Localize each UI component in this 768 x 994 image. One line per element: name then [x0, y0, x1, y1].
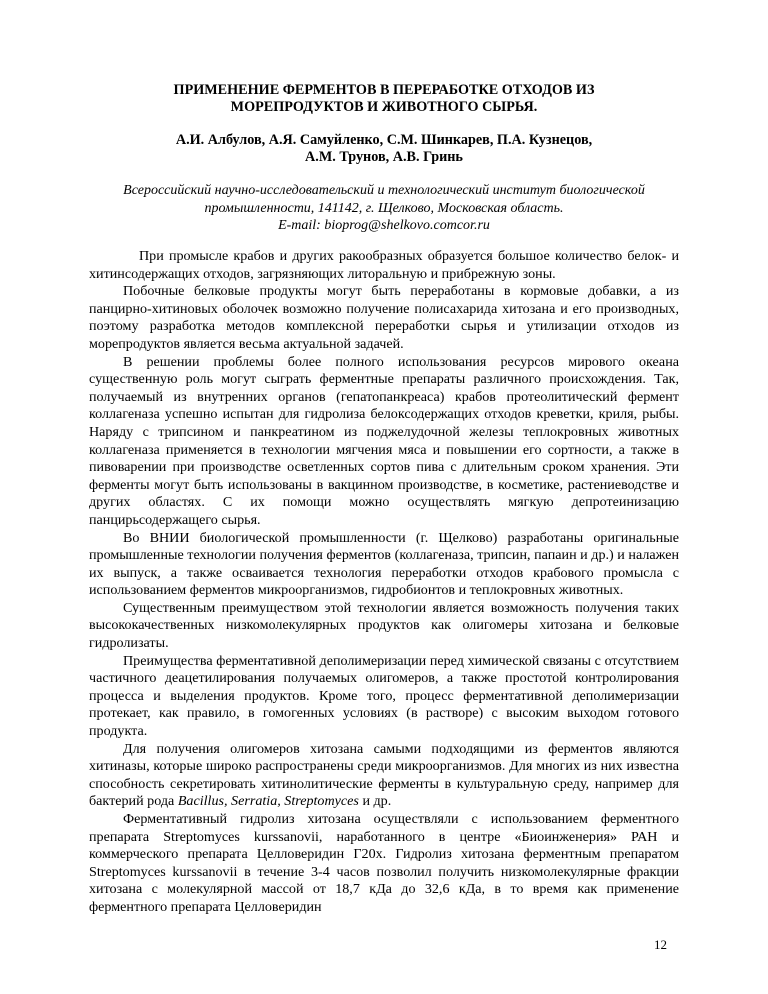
paragraph-text: Для получения олигомеров хитозана самыми подходящими из ферментов являются хитиназы, которые широко распространены среди микроорганизмов. Для многих из них известна способность секретировать хитинолитические ферменты в культуральную среду, например для бактерий рода: [89, 740, 679, 810]
title-line: МОРЕПРОДУКТОВ И ЖИВОТНОГО СЫРЬЯ.: [230, 99, 538, 115]
page-number: 12: [654, 937, 667, 952]
genera-tail: и др.: [358, 793, 392, 810]
paragraph: Побочные белковые продукты могут быть переработаны в кормовые добавки, а из панцирно-хитиновых оболочек возможно получение полисахарида хитозана и его производных, поэтому разработка методов комплексной переработки сырья и утилизации отходов из морепродуктов является весьма актуальной задачей.: [89, 283, 679, 352]
affiliation-line: промышленности, 141142, г. Щелково, Московская область.: [204, 200, 564, 216]
email-line: E-mail: bioprog@shelkovo.comcor.ru: [278, 218, 490, 233]
paragraph: [89, 741, 679, 811]
paragraph: В решении проблемы более полного использования ресурсов мирового океана существенную роль могут сыграть ферментные препараты различного происхождения. Так, получаемый из внутренних органов (гепатопанкреаса) крабов протеолитический фермент коллагеназа успешно испытан для гидролиза белоксодержащих отходов креветки, криля, рыбы. Наряду с трипсином и панкреатином из поджелудочной железы теплокровных животных коллагеназа применяется в технологии мягчения мяса и повышении его сортности, а также в пивоварении при производстве осветленных сортов пива с длительным сроком хранения. Эти ферменты могут быть использованы в вакцинном производстве, в косметике, растениеводстве и других областях. С их помощи можно осуществлять мягкую депротеинизацию панцирьсодержащего сырья.: [89, 353, 679, 528]
authors: [90, 132, 678, 166]
paragraph: При промысле крабов и других ракообразных образуется большое количество белок- и хитинсодержащих отходов, загрязняющих литоральную и прибрежную зоны.: [89, 248, 679, 282]
paper-title: [90, 82, 678, 116]
authors-line: А.М. Трунов, А.В. Гринь: [305, 149, 463, 165]
affiliation: [80, 182, 688, 235]
paragraph: Ферментативный гидролиз хитозана осуществляли с использованием ферментного препарата Streptomyces kurssanovii, наработанного в центре «Биоинженерия» РАН и коммерческого препарата Целловеридин Г20х. Гидролиз хитозана ферментным препаратом Streptomyces kurssanovii в течение 3-4 часов позволил получить низкомолекулярные фракции хитозана с молекулярной массой от 18,7 кДа до 32,6 кДа, в то время как применение ферментного препарата Целловеридин: [89, 811, 679, 915]
genera-italic: Bacillus, Serratia, Streptomyces: [177, 793, 359, 810]
authors-line: А.И. Албулов, А.Я. Самуйленко, С.М. Шинкарев, П.А. Кузнецов,: [175, 132, 593, 148]
paragraph: Существенным преимуществом этой технологии является возможность получения таких высококачественных низкомолекулярных продуктов как олигомеры хитозана и белковые гидролизаты.: [89, 599, 679, 652]
paragraph: Во ВНИИ биологической промышленности (г. Щелково) разработаны оригинальные промышленные технологии получения ферментов (коллагеназа, трипсин, папаин и др.) и налажен их выпуск, а также осваивается технология переработки отходов крабового промысла с использованием ферментов микроорганизмов, гидробионтов и теплокровных животных.: [89, 529, 679, 599]
paragraph: Преимущества ферментативной деполимеризации перед химической связаны с отсутствием частичного деацетилирования получаемых олигомеров, а также простотой контролирования процесса и выделения продуктов. Кроме того, процесс ферментативной деполимеризации протекает, как правило, в гомогенных условиях (в растворе) с высоким выходом готового продукта.: [89, 652, 679, 740]
title-line: ПРИМЕНЕНИЕ ФЕРМЕНТОВ В ПЕРЕРАБОТКЕ ОТХОДОВ ИЗ: [173, 82, 595, 98]
body-text: [89, 248, 679, 917]
affiliation-line: Всероссийский научно-исследовательский и технологический институт биологической: [123, 183, 645, 198]
